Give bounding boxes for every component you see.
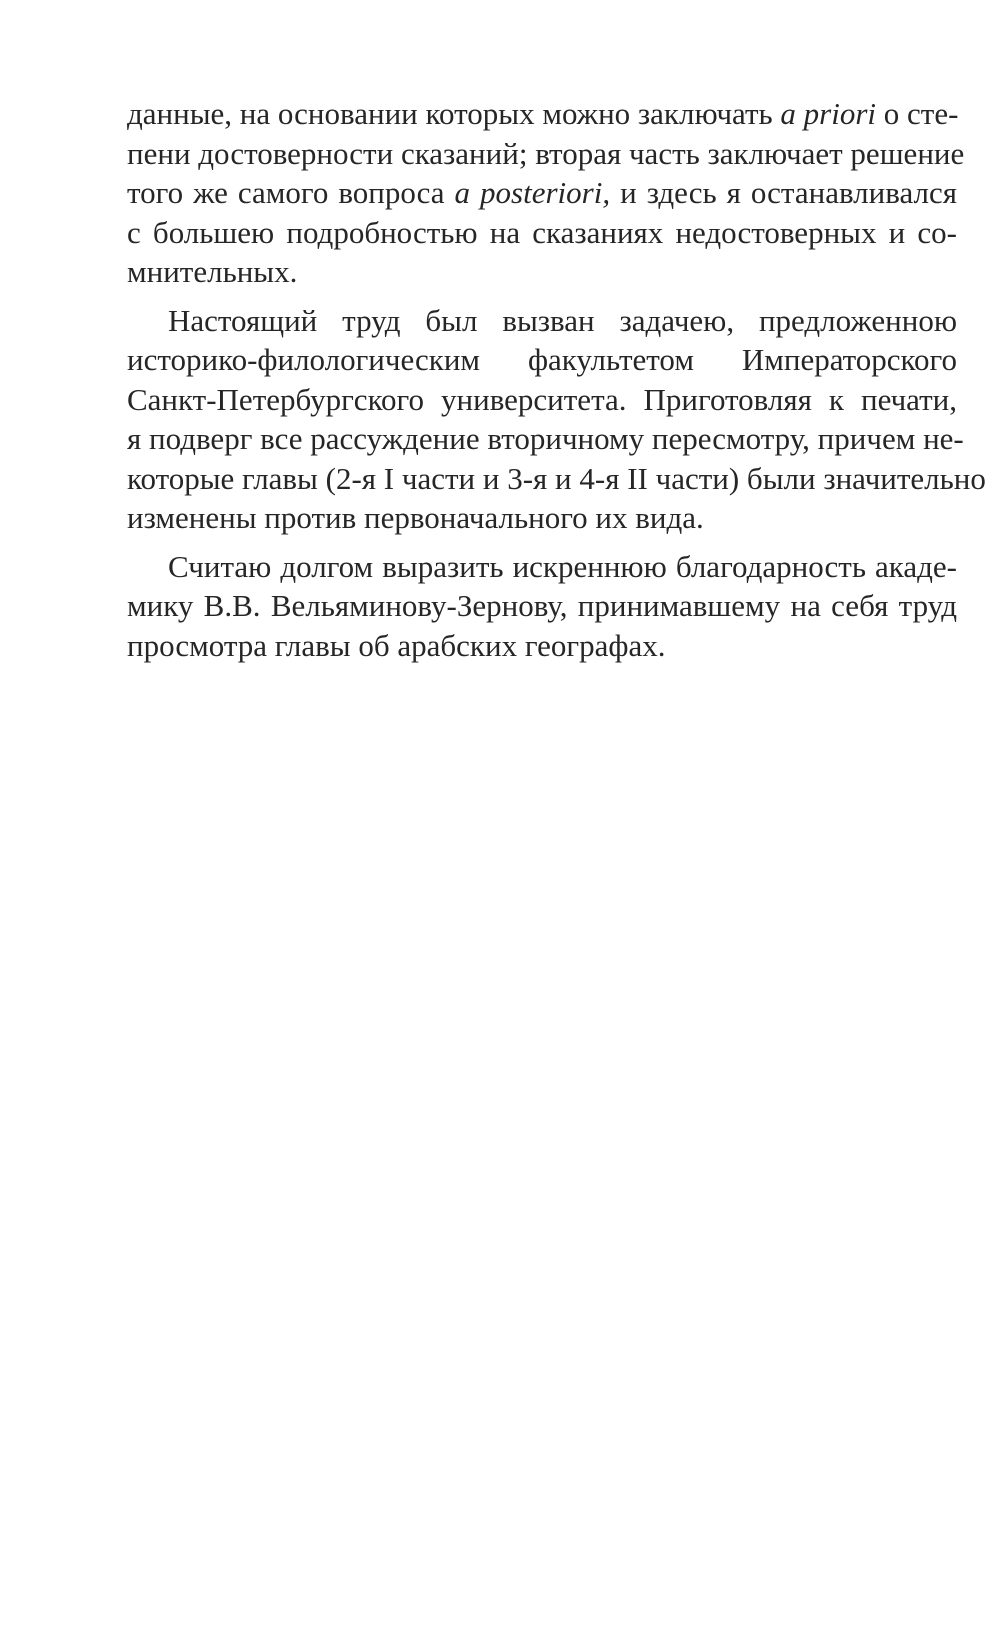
text-segment: и здесь я останавливался <box>610 175 957 210</box>
text-line <box>127 173 957 213</box>
text-line <box>127 547 957 587</box>
text-segment: мику В.В. Вельяминову-Зернову, принимавшему на себя труд <box>127 588 957 623</box>
body-text <box>127 94 986 665</box>
text-line <box>127 301 957 341</box>
text-line <box>127 419 964 459</box>
text-segment: историко-филологическим факультетом Императорского <box>127 342 957 377</box>
text-segment: я подверг все рассуждение вторичному пересмотру, причем не- <box>127 421 964 456</box>
text-line <box>127 134 965 174</box>
text-segment: данные, на основании которых можно заключать <box>127 96 781 131</box>
text-line <box>127 340 957 380</box>
text-line <box>127 213 957 253</box>
text-line <box>127 626 957 666</box>
text-segment: того же самого вопроса <box>127 175 455 210</box>
text-line <box>127 498 957 538</box>
text-segment: изменены против первоначального их вида. <box>127 500 704 535</box>
text-segment: мнительных. <box>127 254 298 289</box>
paragraph <box>127 547 957 666</box>
text-line <box>127 459 986 499</box>
text-segment: Считаю долгом выразить искреннюю благодарность акаде- <box>168 548 957 584</box>
paragraph <box>127 94 965 292</box>
text-segment: с большею подробностью на сказаниях недостоверных и со- <box>127 214 957 250</box>
italic-term: a posteriori, <box>454 175 611 210</box>
italic-term: a priori <box>780 96 877 131</box>
text-line <box>127 380 957 420</box>
text-line <box>127 252 957 292</box>
text-line <box>127 94 957 134</box>
text-segment: просмотра главы об арабских географах. <box>127 627 666 663</box>
text-line <box>127 586 957 626</box>
text-segment: пени достоверности сказаний; вторая часть заключает решение <box>127 135 965 171</box>
paragraph <box>127 301 986 538</box>
text-segment: Санкт-Петербургского университета. Приготовляя к печати, <box>127 381 957 417</box>
text-segment: о сте- <box>876 96 959 131</box>
text-segment: Настоящий труд был вызван задачею, предложенною <box>168 302 957 338</box>
text-segment: которые главы (2-я I части и 3-я и 4-я II части) были значительно <box>127 460 986 496</box>
